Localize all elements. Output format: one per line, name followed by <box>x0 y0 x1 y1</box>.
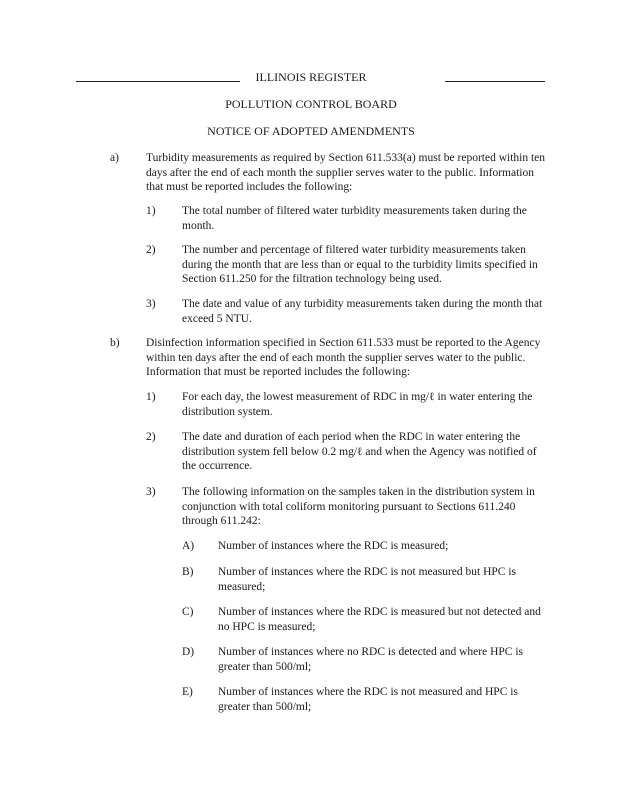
subitem-d-text: Number of instances where no RDC is detected and where HPC is greater than 500/ml; <box>218 646 523 673</box>
board-title: POLLUTION CONTROL BOARD <box>225 97 397 111</box>
section-b-item-1-text: For each day, the lowest measurement of RDC in mg/ℓ in water entering the distribution system. <box>182 391 533 418</box>
section-b-item-2-text: The date and duration of each period when the RDC in water entering the distribution system fell below 0.2 mg/ℓ and when the Agency was notified of the occurrence. <box>182 431 537 473</box>
register-title: ILLINOIS REGISTER <box>255 70 367 84</box>
subitem-b-text: Number of instances where the RDC is not measured but HPC is measured; <box>218 566 516 593</box>
section-a-item-1-text: The total number of filtered water turbidity measurements taken during the month. <box>182 205 527 232</box>
section-a-item-3-text: The date and value of any turbidity measurements taken during the month that exceed 5 NTU. <box>182 298 543 325</box>
subitem-b-label: B) <box>182 566 194 578</box>
subitem-a-label: A) <box>182 540 195 552</box>
subitem-d-label: D) <box>182 646 195 658</box>
notice-title: NOTICE OF ADOPTED AMENDMENTS <box>207 124 415 138</box>
section-a-label: a) <box>110 152 119 164</box>
section-b-item-3-label: 3) <box>146 486 156 498</box>
section-b-label: b) <box>110 337 120 349</box>
section-a-item-2-text: The number and percentage of filtered water turbidity measurements taken during the month that are less than or equal to the turbidity limits specified in Section 611.250 for the filtration technology being used. <box>182 244 538 286</box>
subitem-a-text: Number of instances where the RDC is measured; <box>218 540 449 552</box>
section-a-text: Turbidity measurements as required by Section 611.533(a) must be reported within ten days after the end of each month the supplier serves water to the public. Information that must be reported includes the following: <box>146 152 546 194</box>
section-a-item-1-label: 1) <box>146 205 156 217</box>
section-b-item-1-label: 1) <box>146 391 156 403</box>
subitem-e-label: E) <box>182 686 193 698</box>
subitem-e-text: Number of instances where the RDC is not measured and HPC is greater than 500/ml; <box>218 686 518 713</box>
section-b-item-2-label: 2) <box>146 431 156 443</box>
subitem-c-label: C) <box>182 606 194 618</box>
subitem-c-text: Number of instances where the RDC is measured but not detected and no HPC is measured; <box>218 606 541 633</box>
section-b-text: Disinfection information specified in Section 611.533 must be reported to the Agency within ten days after the end of each month the supplier serves water to the public. Information that must be reported includes the following: <box>146 337 541 379</box>
section-b-item-3-text: The following information on the samples taken in the distribution system in conjunction with total coliform monitoring pursuant to Sections 611.240 through 611.242: <box>182 486 535 528</box>
section-a-item-2-label: 2) <box>146 244 156 256</box>
section-a-item-3-label: 3) <box>146 298 156 310</box>
